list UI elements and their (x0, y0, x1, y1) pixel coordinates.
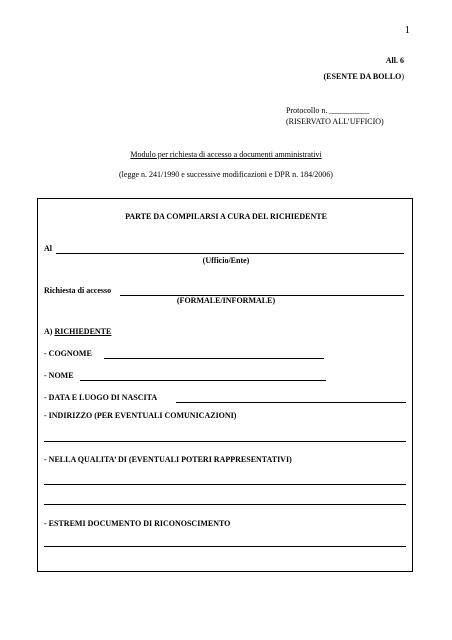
surname-label: - COGNOME (44, 349, 92, 358)
address-label: - INDIRIZZO (PER EVENTUALI COMUNICAZIONI) (44, 411, 237, 420)
name-label: - NOME (44, 371, 74, 380)
section-heading: PARTE DA COMPILARSI A CURA DEL RICHIEDENTE (125, 212, 327, 221)
birth-label: - DATA E LUOGO DI NASCITA (44, 393, 158, 402)
al-label: Al (44, 244, 52, 253)
stamp-exempt-text: (ESENTE DA BOLLO (323, 72, 402, 81)
stamp-exempt-close: ) (401, 72, 404, 81)
id-doc-label: - ESTREMI DOCUMENTO DI RICONOSCIMENTO (44, 519, 231, 528)
capacity-field-1[interactable] (44, 484, 406, 485)
law-reference: (legge n. 241/1990 e successive modificazioni e DPR n. 184/2006) (119, 170, 333, 179)
id-doc-field[interactable] (44, 546, 406, 547)
request-label: Richiesta di accesso (44, 286, 112, 295)
capacity-label: - NELLA QUALITA’ DI (EVENTUALI POTERI RAPPRESENTATIVI) (44, 455, 292, 464)
protocol-number: Protocollo n. __________ (286, 106, 370, 115)
requester-section-box (37, 198, 413, 572)
office-field[interactable] (56, 253, 404, 254)
form-title: Modulo per richiesta di accesso a documenti amministrativi (130, 150, 322, 159)
address-field[interactable] (44, 441, 406, 442)
surname-field[interactable] (104, 358, 324, 359)
birth-field[interactable] (176, 402, 406, 403)
applicant-prefix: A) (44, 327, 53, 336)
page-number: 1 (404, 24, 410, 36)
applicant-heading (44, 327, 111, 336)
name-field[interactable] (80, 380, 326, 381)
applicant-label: RICHIEDENTE (54, 327, 112, 336)
request-hint: (FORMALE/INFORMALE) (176, 296, 276, 305)
stamp-exempt-label (324, 72, 404, 81)
attachment-label: All. 6 (385, 56, 404, 65)
protocol-reserved-note: (RISERVATO ALL’UFFICIO) (286, 117, 384, 126)
capacity-field-2[interactable] (44, 504, 406, 505)
office-hint: (Ufficio/Ente) (202, 256, 250, 265)
